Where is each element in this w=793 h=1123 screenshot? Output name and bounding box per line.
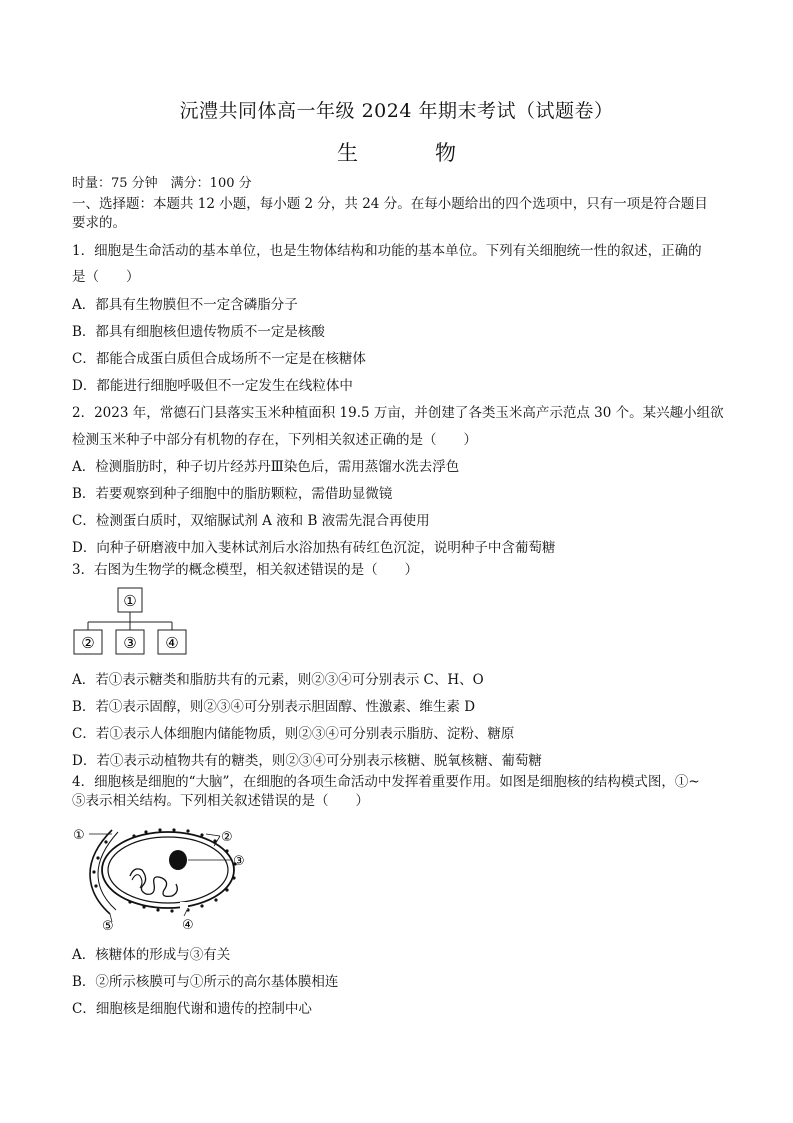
ribosome-dots bbox=[92, 828, 236, 912]
q4-option-a: A．核糖体的形成与③有关 bbox=[72, 947, 231, 963]
label-4: ④ bbox=[182, 918, 194, 933]
q3-option-c: C．若①表示人体细胞内储能物质，则②③④可分别表示脂肪、淀粉、糖原 bbox=[72, 726, 515, 742]
q1-stem-line2: 是（ ） bbox=[72, 269, 140, 285]
q4-option-c: C．细胞核是细胞代谢和遗传的控制中心 bbox=[72, 1001, 312, 1017]
label-1: ① bbox=[73, 828, 85, 843]
exam-title: 沅澧共同体高一年级 2024 年期末考试（试题卷） bbox=[179, 100, 614, 122]
q3-stem: 3．右图为生物学的概念模型，相关叙述错误的是（ ） bbox=[72, 562, 419, 578]
label-3: ③ bbox=[233, 854, 245, 869]
diagram-label-left: ② bbox=[81, 634, 95, 652]
section1-intro-line1: 一、选择题：本题共 12 小题，每小题 2 分，共 24 分。在每小题给出的四个选项中，只有一项是符合题目 bbox=[72, 196, 708, 212]
q2-option-b: B．若要观察到种子细胞中的脂肪颗粒，需借助显微镜 bbox=[72, 486, 393, 502]
subject-title: 生 物 bbox=[337, 141, 484, 165]
diagram-label-middle: ③ bbox=[123, 634, 137, 652]
q2-stem-line2: 检测玉米种子中部分有机物的存在，下列相关叙述正确的是（ ） bbox=[72, 432, 477, 448]
chromatin bbox=[130, 869, 177, 897]
label-5: ⑤ bbox=[102, 919, 114, 934]
q1-option-b: B．都具有细胞核但遗传物质不一定是核酸 bbox=[72, 324, 325, 340]
q4-stem-line1: 4．细胞核是细胞的“大脑”，在细胞的各项生命活动中发挥着重要作用。如图是细胞核的结构模式图，①~ bbox=[72, 774, 700, 790]
time-score: 时量：75 分钟 满分：100 分 bbox=[72, 176, 252, 191]
concept-model-diagram bbox=[70, 584, 190, 660]
q3-option-b: B．若①表示固醇，则②③④可分别表示胆固醇、性激素、维生素 D bbox=[72, 699, 476, 715]
nucleolus bbox=[169, 850, 187, 870]
q1-stem-line1: 1．细胞是生命活动的基本单位，也是生物体结构和功能的基本单位。下列有关细胞统一性的叙述，正确的 bbox=[72, 243, 702, 259]
diagram-label-right: ④ bbox=[165, 634, 179, 652]
section1-intro-line2: 要求的。 bbox=[72, 215, 126, 231]
nuclear-pore bbox=[180, 902, 188, 910]
q4-stem-line2: ⑤表示相关结构。下列相关叙述错误的是（ ） bbox=[72, 793, 369, 809]
diagram-label-top: ① bbox=[123, 592, 137, 610]
nucleus-structure-diagram bbox=[72, 822, 252, 934]
q1-option-a: A．都具有生物膜但不一定含磷脂分子 bbox=[72, 297, 298, 313]
q2-stem-line1: 2．2023 年，常德石门县落实玉米种植面积 19.5 万亩，并创建了各类玉米高产示范点 30 个。某兴趣小组欲 bbox=[72, 405, 724, 421]
q2-option-c: C．检测蛋白质时，双缩脲试剂 A 液和 B 液需先混合再使用 bbox=[72, 513, 430, 529]
q2-option-d: D．向种子研磨液中加入斐林试剂后水浴加热有砖红色沉淀，说明种子中含葡萄糖 bbox=[72, 540, 556, 556]
q3-option-d: D．若①表示动植物共有的糖类，则②③④可分别表示核糖、脱氧核糖、葡萄糖 bbox=[72, 753, 542, 769]
q2-option-a: A．检测脂肪时，种子切片经苏丹Ⅲ染色后，需用蒸馏水洗去浮色 bbox=[72, 459, 460, 475]
q1-option-d: D．都能进行细胞呼吸但不一定发生在线粒体中 bbox=[72, 378, 353, 394]
q4-option-b: B．②所示核膜可与①所示的高尔基体膜相连 bbox=[72, 974, 339, 990]
nuclear-envelope-inner bbox=[108, 837, 228, 903]
q1-option-c: C．都能合成蛋白质但合成场所不一定是在核糖体 bbox=[72, 351, 366, 367]
q3-option-a: A．若①表示糖类和脂肪共有的元素，则②③④可分别表示 C、H、O bbox=[72, 672, 484, 688]
label-2: ② bbox=[221, 830, 233, 845]
